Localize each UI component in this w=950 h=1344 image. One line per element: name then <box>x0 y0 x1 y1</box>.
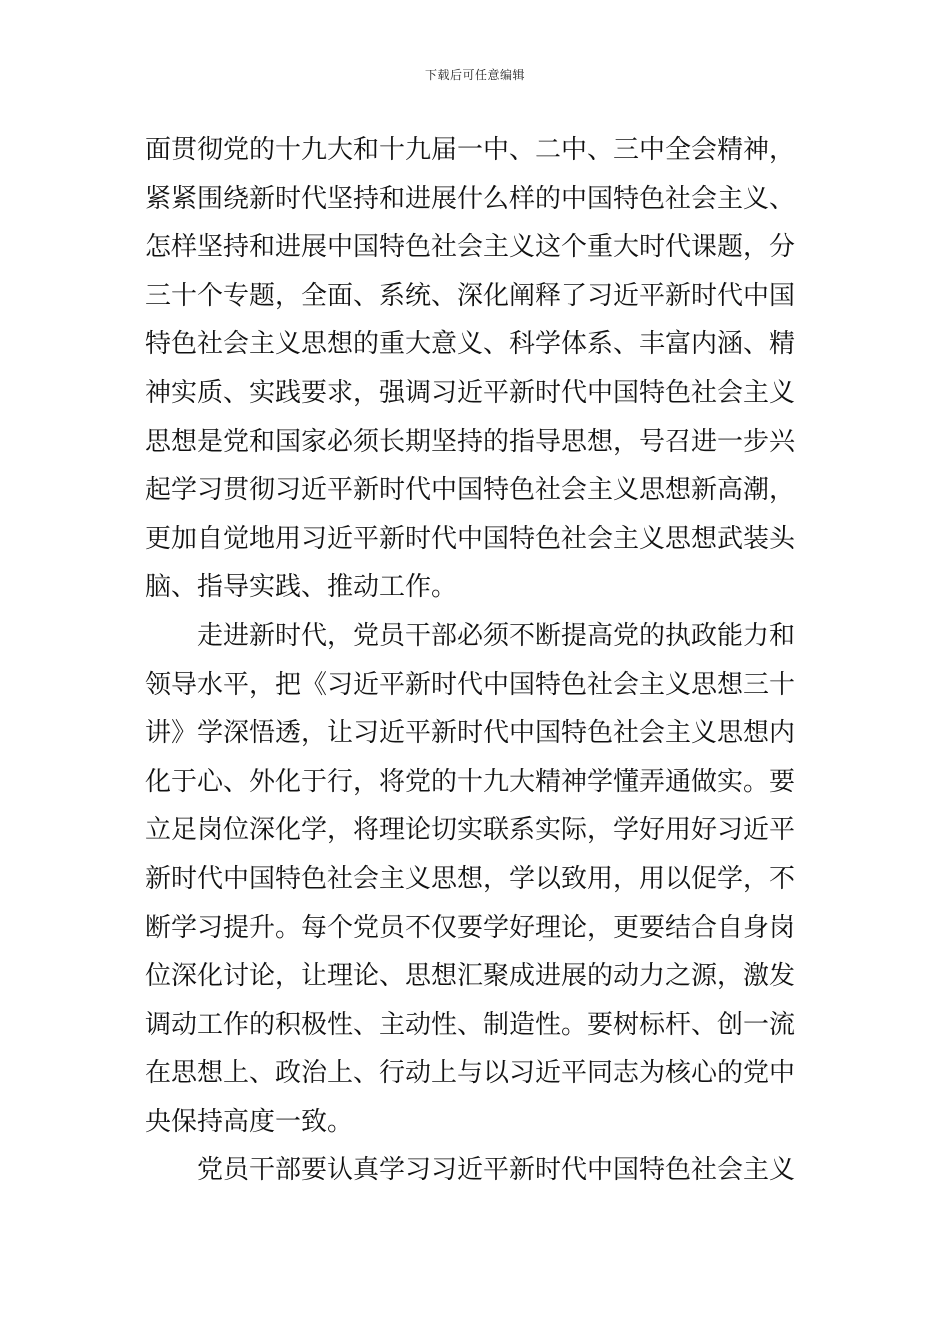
text-line: 断学习提升。每个党员不仅要学好理论，更要结合自身岗 <box>145 912 796 943</box>
text-line: 紧紧围绕新时代坚持和进展什么样的中国特色社会主义、 <box>145 183 796 214</box>
text-line: 怎样坚持和进展中国特色社会主义这个重大时代课题，分 <box>145 232 796 263</box>
text-line: 思想是党和国家必须长期坚持的指导思想，号召进一步兴 <box>145 426 796 457</box>
text-line: 领导水平，把《习近平新时代中国特色社会主义思想三十 <box>145 669 796 700</box>
text-line: 特色社会主义思想的重大意义、科学体系、丰富内涵、精 <box>145 329 796 360</box>
page-header-note: 下载后可任意编辑 <box>424 68 525 82</box>
text-line: 立足岗位深化学，将理论切实联系实际，学好用好习近平 <box>145 815 796 846</box>
text-line: 讲》学深悟透，让习近平新时代中国特色社会主义思想内 <box>145 718 796 749</box>
text-line: 神实质、实践要求，强调习近平新时代中国特色社会主义 <box>145 377 796 408</box>
text-line: 三十个专题，全面、系统、深化阐释了习近平新时代中国 <box>145 280 796 311</box>
text-line: 央保持高度一致。 <box>145 1106 354 1137</box>
document-body <box>145 126 810 1195</box>
text-line: 位深化讨论，让理论、思想汇聚成进展的动力之源，激发 <box>145 961 796 992</box>
text-line: 调动工作的积极性、主动性、制造性。要树标杆、创一流 <box>145 1009 796 1040</box>
text-line: 化于心、外化于行，将党的十九大精神学懂弄通做实。要 <box>145 766 796 797</box>
text-line: 新时代中国特色社会主义思想，学以致用，用以促学，不 <box>145 863 796 894</box>
paragraph-start-line: 走进新时代，党员干部必须不断提高党的执政能力和 <box>197 620 796 651</box>
text-line: 脑、指导实践、推动工作。 <box>145 572 458 603</box>
text-line: 面贯彻党的十九大和十九届一中、二中、三中全会精神， <box>145 135 796 165</box>
text-line: 更加自觉地用习近平新时代中国特色社会主义思想武装头 <box>145 523 796 554</box>
text-line: 在思想上、政治上、行动上与以习近平同志为核心的党中 <box>145 1058 796 1089</box>
text-line: 起学习贯彻习近平新时代中国特色社会主义思想新高潮， <box>145 475 796 506</box>
paragraph-start-line: 党员干部要认真学习习近平新时代中国特色社会主义 <box>197 1155 796 1186</box>
